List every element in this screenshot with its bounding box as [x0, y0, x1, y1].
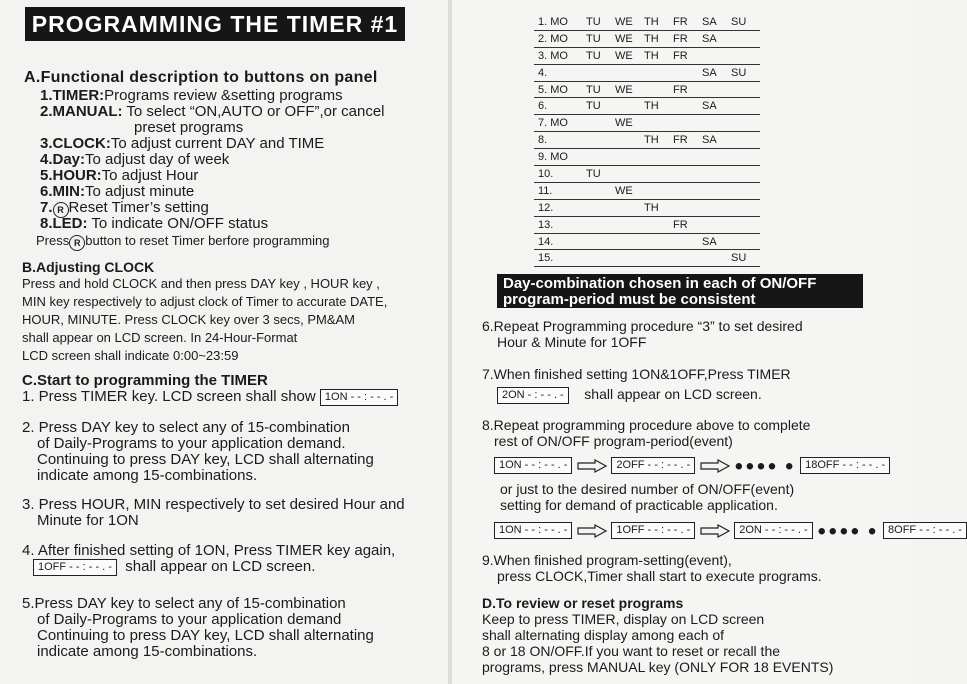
day-cell — [586, 233, 615, 250]
day-cell: SA — [702, 30, 731, 47]
step-7-line-2: 2ON - : - - . - shall appear on LCD screen. — [497, 386, 762, 404]
step-3-line-1: 3. Press HOUR, MIN respectively to set desired Hour and — [22, 496, 405, 513]
day-cell: TH — [644, 98, 673, 115]
day-cell: TU — [586, 81, 615, 98]
day-combination-number: 15. — [534, 250, 586, 267]
item-manual: 2.MANUAL: To select “ON,AUTO or OFF”,or cancel — [40, 103, 385, 120]
step-8-line-2: rest of ON/OFF program-period(event) — [494, 433, 733, 449]
day-table-row — [534, 30, 760, 47]
day-cell — [644, 216, 673, 233]
day-cell — [731, 166, 760, 183]
day-cell — [644, 115, 673, 132]
or-line-1: or just to the desired number of ON/OFF(event) — [500, 481, 795, 497]
day-cell — [615, 98, 644, 115]
day-cell — [731, 30, 760, 47]
day-combination-number: 10. — [534, 166, 586, 183]
step-2-line-3: Continuing to press DAY key, LCD shall alternating — [37, 451, 374, 468]
day-cell — [702, 182, 731, 199]
day-cell — [731, 98, 760, 115]
item-timer: 1.TIMER:Programs review &setting programs — [40, 87, 343, 104]
sequence-1 — [494, 457, 890, 475]
lcd-seq1-18off: 18OFF - - : - - . - — [800, 457, 890, 474]
day-cell: FR — [673, 81, 702, 98]
section-d-heading: D.To review or reset programs — [482, 595, 684, 611]
day-cell — [673, 98, 702, 115]
section-d-line-4: programs, press MANUAL key (ONLY FOR 18 EVENTS) — [482, 659, 834, 675]
day-cell — [615, 199, 644, 216]
day-cell: TH — [644, 30, 673, 47]
day-combination-number: 7. MO — [534, 115, 586, 132]
day-table-row — [534, 149, 760, 166]
day-combination-number: 9. MO — [534, 149, 586, 166]
day-cell: TU — [586, 30, 615, 47]
day-cell: TH — [644, 132, 673, 149]
day-table-row — [534, 81, 760, 98]
arrow-right-icon — [577, 524, 607, 538]
reset-icon: R — [69, 235, 85, 251]
day-cell: TU — [586, 98, 615, 115]
day-cell: FR — [673, 14, 702, 30]
day-cell: SU — [731, 14, 760, 30]
day-combination-table — [534, 14, 760, 267]
day-cell — [615, 166, 644, 183]
lcd-2on: 2ON - : - - . - — [497, 387, 569, 404]
warning-line-2: program-period must be consistent — [503, 291, 756, 308]
day-combination-number: 3. MO — [534, 47, 586, 64]
day-cell — [731, 182, 760, 199]
day-table-row — [534, 182, 760, 199]
section-b-line-1: Press and hold CLOCK and then press DAY key , HOUR key , — [22, 276, 380, 291]
day-table-row — [534, 14, 760, 30]
lcd-1on: 1ON - - : - - . - — [320, 389, 398, 406]
day-cell — [702, 47, 731, 64]
day-cell: TU — [586, 166, 615, 183]
section-a-heading: A.Functional description to buttons on panel — [24, 69, 378, 86]
day-cell — [615, 149, 644, 166]
day-cell — [702, 115, 731, 132]
step-5-line-1: 5.Press DAY key to select any of 15-combination — [22, 595, 346, 612]
warning-line-1: Day-combination chosen in each of ON/OFF — [503, 275, 817, 292]
section-d-line-2: shall alternating display among each of — [482, 627, 725, 643]
section-b-heading: B.Adjusting CLOCK — [22, 259, 155, 275]
day-combination-number: 12. — [534, 199, 586, 216]
step-4-line-1: 4. After finished setting of 1ON, Press TIMER key again, — [22, 542, 396, 559]
day-cell: WE — [615, 81, 644, 98]
day-cell: FR — [673, 132, 702, 149]
lcd-1off: 1OFF - - : - - . - — [33, 559, 117, 576]
day-combination-number: 13. — [534, 216, 586, 233]
section-c-heading: C.Start to programming the TIMER — [22, 372, 268, 389]
day-table-row — [534, 64, 760, 81]
lcd-seq1-1on: 1ON - - : - - . - — [494, 457, 572, 474]
item-hour: 5.HOUR:To adjust Hour — [40, 167, 199, 184]
day-table-row — [534, 233, 760, 250]
page-spine — [448, 0, 452, 684]
day-cell — [644, 149, 673, 166]
day-cell: TH — [644, 199, 673, 216]
section-b-line-2: MIN key respectively to adjust clock of Timer to accurate DATE, — [22, 294, 388, 309]
arrow-right-icon — [700, 459, 730, 473]
section-title-banner: PROGRAMMING THE TIMER #1 — [25, 7, 405, 41]
day-table-row — [534, 132, 760, 149]
day-cell — [673, 64, 702, 81]
day-cell: FR — [673, 30, 702, 47]
day-cell — [644, 182, 673, 199]
day-cell — [586, 132, 615, 149]
day-cell — [673, 166, 702, 183]
day-cell: SU — [731, 64, 760, 81]
day-cell — [702, 199, 731, 216]
day-cell — [644, 166, 673, 183]
arrow-right-icon — [577, 459, 607, 473]
day-table-row — [534, 199, 760, 216]
ellipsis-dots: ●●●● ● — [817, 522, 879, 540]
day-cell — [586, 64, 615, 81]
or-line-2: setting for demand of practicable application. — [500, 497, 778, 513]
day-cell — [644, 64, 673, 81]
section-d-line-3: 8 or 18 ON/OFF.If you want to reset or recall the — [482, 643, 781, 659]
step-5-line-2: of Daily-Programs to your application demand — [37, 611, 342, 628]
section-b-line-3: HOUR, MINUTE. Press CLOCK key over 3 secs, PM&AM — [22, 312, 356, 327]
step-5-line-3: Continuing to press DAY key, LCD shall alternating — [37, 627, 374, 644]
day-cell — [731, 115, 760, 132]
day-table-row — [534, 115, 760, 132]
lcd-seq1-2off: 2OFF - - : - - . - — [611, 457, 695, 474]
day-cell — [673, 233, 702, 250]
day-cell: TU — [586, 47, 615, 64]
section-b-line-4: shall appear on LCD screen. In 24-Hour-Format — [22, 330, 298, 345]
day-cell — [586, 199, 615, 216]
step-6-line-1: 6.Repeat Programming procedure “3” to set desired — [482, 318, 803, 334]
step-3-line-2: Minute for 1ON — [37, 512, 139, 529]
day-combination-number: 8. — [534, 132, 586, 149]
day-cell — [615, 132, 644, 149]
day-cell: WE — [615, 30, 644, 47]
step-5-line-4: indicate among 15-combinations. — [37, 643, 258, 660]
day-table-row — [534, 98, 760, 115]
section-d-line-1: Keep to press TIMER, display on LCD screen — [482, 611, 765, 627]
section-b-line-5: LCD screen shall indicate 0:00~23:59 — [22, 348, 239, 363]
day-cell — [673, 182, 702, 199]
step-2-line-2: of Daily-Programs to your application demand. — [37, 435, 346, 452]
step-6-line-2: Hour & Minute for 1OFF — [497, 334, 647, 350]
day-cell — [731, 47, 760, 64]
step-7-line-1: 7.When finished setting 1ON&1OFF,Press TIMER — [482, 366, 791, 382]
lcd-seq2-1off: 1OFF - - : - - . - — [611, 522, 695, 539]
day-cell: WE — [615, 115, 644, 132]
day-cell — [644, 81, 673, 98]
item-reset: 7. R Reset Timer’s setting — [40, 199, 209, 216]
day-cell — [731, 149, 760, 166]
day-cell — [615, 216, 644, 233]
day-cell — [615, 250, 644, 267]
day-cell — [586, 216, 615, 233]
day-cell: FR — [673, 47, 702, 64]
day-cell: SA — [702, 233, 731, 250]
day-table-row — [534, 250, 760, 267]
day-cell — [615, 64, 644, 81]
day-cell: SA — [702, 64, 731, 81]
day-cell — [673, 250, 702, 267]
day-table-row — [534, 47, 760, 64]
day-cell — [644, 250, 673, 267]
day-cell — [731, 199, 760, 216]
day-cell: WE — [615, 14, 644, 30]
lcd-seq2-8off: 8OFF - - : - - . - — [883, 522, 967, 539]
day-cell — [731, 81, 760, 98]
item-led: 8.LED: To indicate ON/OFF status — [40, 215, 269, 232]
item-min: 6.MIN:To adjust minute — [40, 183, 195, 200]
item-clock: 3.CLOCK:To adjust current DAY and TIME — [40, 135, 325, 152]
lcd-seq2-2on: 2ON - - : - - . - — [734, 522, 812, 539]
day-cell: SA — [702, 14, 731, 30]
day-cell — [702, 81, 731, 98]
day-combination-number: 14. — [534, 233, 586, 250]
warning-banner — [497, 274, 863, 308]
day-cell — [586, 182, 615, 199]
day-cell — [731, 216, 760, 233]
day-cell: TH — [644, 14, 673, 30]
lcd-seq2-1on: 1ON - - : - - . - — [494, 522, 572, 539]
item-manual-cont: preset programs — [134, 119, 244, 136]
day-cell — [673, 149, 702, 166]
day-cell — [702, 216, 731, 233]
day-combination-number: 6. — [534, 98, 586, 115]
day-cell: WE — [615, 182, 644, 199]
day-cell — [586, 250, 615, 267]
day-cell — [731, 132, 760, 149]
day-combination-number: 5. MO — [534, 81, 586, 98]
sequence-2 — [494, 522, 967, 540]
day-cell — [673, 199, 702, 216]
day-cell: FR — [673, 216, 702, 233]
day-cell — [702, 250, 731, 267]
day-cell — [702, 149, 731, 166]
day-table-row — [534, 166, 760, 183]
day-cell — [615, 233, 644, 250]
day-combination-number: 11. — [534, 182, 586, 199]
reset-icon: R — [53, 202, 69, 218]
reset-note: Press R button to reset Timer berfore programming — [36, 233, 329, 251]
step-9-line-1: 9.When finished program-setting(event), — [482, 552, 732, 568]
day-cell — [731, 233, 760, 250]
step-4-line-2: 1OFF - - : - - . - shall appear on LCD screen. — [33, 558, 315, 576]
day-cell — [586, 115, 615, 132]
ellipsis-dots: ●●●● ● — [734, 457, 796, 475]
day-cell: SA — [702, 98, 731, 115]
day-combination-number: 4. — [534, 64, 586, 81]
day-cell: TH — [644, 47, 673, 64]
day-combination-number: 1. MO — [534, 14, 586, 30]
step-2-line-4: indicate among 15-combinations. — [37, 467, 258, 484]
day-cell: SU — [731, 250, 760, 267]
day-cell — [702, 166, 731, 183]
item-day: 4.Day:To adjust day of week — [40, 151, 230, 168]
day-combination-number: 2. MO — [534, 30, 586, 47]
day-table-row — [534, 216, 760, 233]
step-2-line-1: 2. Press DAY key to select any of 15-combination — [22, 419, 350, 436]
day-cell: TU — [586, 14, 615, 30]
day-cell — [586, 149, 615, 166]
step-1: 1. Press TIMER key. LCD screen shall show 1ON - - : - - . - — [22, 388, 398, 406]
arrow-right-icon — [700, 524, 730, 538]
day-cell — [644, 233, 673, 250]
day-cell: WE — [615, 47, 644, 64]
day-cell — [673, 115, 702, 132]
step-8-line-1: 8.Repeat programming procedure above to complete — [482, 417, 811, 433]
step-9-line-2: press CLOCK,Timer shall start to execute programs. — [497, 568, 822, 584]
day-cell: SA — [702, 132, 731, 149]
